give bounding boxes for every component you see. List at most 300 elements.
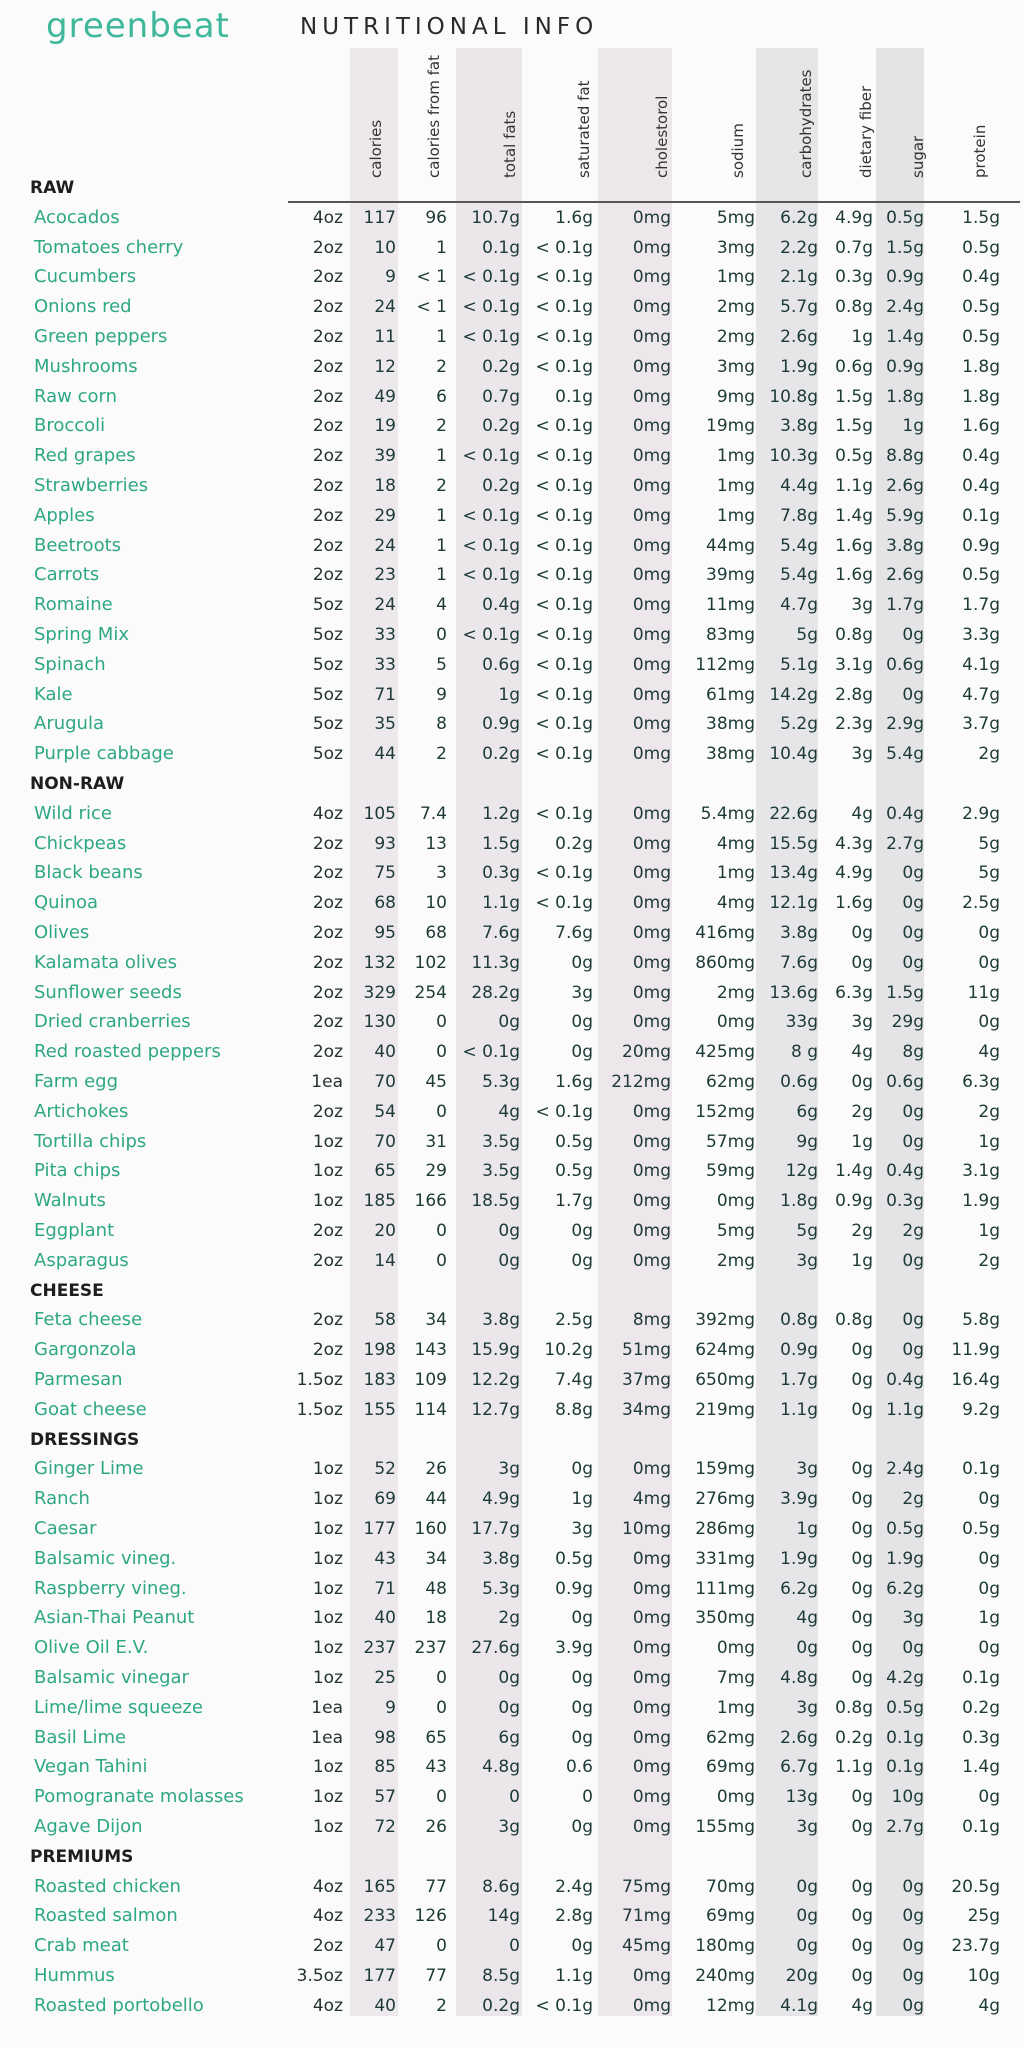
- value-cell: 14: [374, 1251, 396, 1271]
- value-cell: 0g: [978, 1787, 1000, 1807]
- value-cell: 0g: [851, 923, 873, 943]
- value-cell: 0mg: [632, 1996, 671, 2016]
- value-cell: 0mg: [632, 1012, 671, 1032]
- value-cell: 177: [363, 1519, 396, 1539]
- table-row: [0, 1157, 1024, 1185]
- value-cell: 350mg: [695, 1608, 755, 1628]
- value-cell: 0g: [902, 953, 924, 973]
- food-name: Wild rice: [34, 803, 112, 824]
- value-cell: 0mg: [632, 267, 671, 287]
- value-cell: 0g: [571, 1698, 593, 1718]
- value-cell: 5.4g: [780, 565, 818, 585]
- value-cell: 0mg: [632, 1757, 671, 1777]
- value-cell: 2g: [978, 1251, 1000, 1271]
- value-cell: 0mg: [632, 1608, 671, 1628]
- value-cell: 0g: [902, 685, 924, 705]
- portion-cell: 2oz: [312, 983, 343, 1003]
- value-cell: 3mg: [716, 357, 755, 377]
- value-cell: 57: [374, 1787, 396, 1807]
- value-cell: 0mg: [632, 863, 671, 883]
- value-cell: < 0.1g: [535, 416, 593, 436]
- value-cell: < 0.1g: [535, 744, 593, 764]
- table-row: [0, 1068, 1024, 1096]
- food-name: Onions red: [34, 296, 132, 317]
- portion-cell: 2oz: [312, 476, 343, 496]
- portion-cell: 2oz: [312, 923, 343, 943]
- value-cell: 9g: [796, 1132, 818, 1152]
- food-name: Roasted salmon: [34, 1905, 178, 1926]
- value-cell: 1mg: [716, 446, 755, 466]
- value-cell: 5.3g: [482, 1579, 520, 1599]
- value-cell: 49: [374, 387, 396, 407]
- table-row: [0, 740, 1024, 768]
- value-cell: 1: [436, 565, 447, 585]
- value-cell: 0g: [796, 1877, 818, 1897]
- value-cell: 35: [374, 714, 396, 734]
- value-cell: 0.1g: [962, 506, 1000, 526]
- value-cell: 276mg: [695, 1489, 755, 1509]
- value-cell: 4.2g: [886, 1668, 924, 1688]
- food-name: Artichokes: [34, 1101, 129, 1122]
- column-header-cholestorol: cholestorol: [653, 95, 671, 178]
- food-name: Crab meat: [34, 1935, 129, 1956]
- value-cell: 0mg: [632, 536, 671, 556]
- value-cell: 3g: [796, 1251, 818, 1271]
- food-name: Pomogranate molasses: [34, 1786, 244, 1807]
- food-name: Ginger Lime: [34, 1458, 144, 1479]
- value-cell: 0g: [796, 1638, 818, 1658]
- table-row: [0, 1008, 1024, 1036]
- value-cell: 0: [436, 1221, 447, 1241]
- value-cell: 5.7g: [780, 297, 818, 317]
- value-cell: 0: [436, 1042, 447, 1062]
- value-cell: 7.6g: [780, 953, 818, 973]
- value-cell: 0mg: [632, 1668, 671, 1688]
- column-header-saturated-fat: saturated fat: [575, 80, 593, 178]
- value-cell: 0mg: [716, 1191, 755, 1211]
- value-cell: 1g: [902, 416, 924, 436]
- value-cell: 331mg: [695, 1549, 755, 1569]
- value-cell: 44: [374, 744, 396, 764]
- table-row: [0, 651, 1024, 679]
- portion-cell: 1oz: [312, 1608, 343, 1628]
- value-cell: 0mg: [716, 1012, 755, 1032]
- portion-cell: 4oz: [312, 1996, 343, 2016]
- section-heading: NON-RAW: [30, 774, 125, 794]
- value-cell: 20mg: [622, 1042, 671, 1062]
- value-cell: 0.5g: [835, 446, 873, 466]
- value-cell: 0g: [902, 923, 924, 943]
- food-name: Strawberries: [34, 475, 149, 496]
- value-cell: 0: [436, 1668, 447, 1688]
- value-cell: 0.2g: [555, 834, 593, 854]
- value-cell: 185: [363, 1191, 396, 1211]
- value-cell: 3.8g: [780, 923, 818, 943]
- column-header-sodium: sodium: [729, 123, 747, 178]
- value-cell: 3g: [796, 1817, 818, 1837]
- value-cell: 4.8g: [482, 1757, 520, 1777]
- column-header-calories-from-fat: calories from fat: [425, 55, 443, 178]
- value-cell: 8g: [902, 1042, 924, 1062]
- value-cell: 1.5g: [962, 208, 1000, 228]
- food-name: Olives: [34, 922, 90, 943]
- value-cell: 0.3g: [835, 267, 873, 287]
- value-cell: 0.7g: [835, 238, 873, 258]
- value-cell: 1.7g: [780, 1370, 818, 1390]
- value-cell: 0.5g: [962, 1519, 1000, 1539]
- value-cell: 10.3g: [769, 446, 818, 466]
- value-cell: 1mg: [716, 267, 755, 287]
- value-cell: 18.5g: [471, 1191, 520, 1211]
- value-cell: 0mg: [632, 744, 671, 764]
- portion-cell: 5oz: [312, 595, 343, 615]
- value-cell: 0g: [571, 1012, 593, 1032]
- value-cell: 0.3g: [962, 1728, 1000, 1748]
- value-cell: 0g: [902, 1132, 924, 1152]
- value-cell: 4g: [978, 1042, 1000, 1062]
- value-cell: 77: [425, 1966, 447, 1986]
- value-cell: 6.2g: [780, 1579, 818, 1599]
- value-cell: 18: [374, 476, 396, 496]
- value-cell: 0.6g: [780, 1072, 818, 1092]
- value-cell: 69mg: [706, 1757, 755, 1777]
- portion-cell: 2oz: [312, 357, 343, 377]
- value-cell: 0mg: [632, 476, 671, 496]
- value-cell: 6: [436, 387, 447, 407]
- value-cell: 45mg: [622, 1936, 671, 1956]
- value-cell: 2: [436, 1996, 447, 2016]
- value-cell: 3.8g: [780, 416, 818, 436]
- food-name: Caesar: [34, 1518, 97, 1539]
- value-cell: 10: [425, 893, 447, 913]
- value-cell: 212mg: [611, 1072, 671, 1092]
- value-cell: 1g: [851, 1251, 873, 1271]
- value-cell: 9: [385, 267, 396, 287]
- value-cell: 0: [436, 1698, 447, 1718]
- value-cell: 0g: [851, 1877, 873, 1897]
- value-cell: 5g: [796, 625, 818, 645]
- value-cell: 5g: [978, 863, 1000, 883]
- value-cell: 0.4g: [962, 267, 1000, 287]
- value-cell: 650mg: [695, 1370, 755, 1390]
- portion-cell: 2oz: [312, 834, 343, 854]
- value-cell: 2.6g: [886, 476, 924, 496]
- value-cell: 3.7g: [962, 714, 1000, 734]
- value-cell: 5g: [978, 834, 1000, 854]
- value-cell: 0g: [851, 1579, 873, 1599]
- value-cell: 27.6g: [471, 1638, 520, 1658]
- value-cell: 117: [363, 208, 396, 228]
- value-cell: 13g: [785, 1787, 818, 1807]
- food-name: Asian-Thai Peanut: [34, 1607, 195, 1628]
- value-cell: 2g: [851, 1221, 873, 1241]
- table-row: [0, 1098, 1024, 1126]
- table-row: [0, 1962, 1024, 1990]
- portion-cell: 4oz: [312, 804, 343, 824]
- value-cell: 233: [363, 1906, 396, 1926]
- value-cell: 12.2g: [471, 1370, 520, 1390]
- value-cell: 1mg: [716, 506, 755, 526]
- value-cell: 58: [374, 1310, 396, 1330]
- value-cell: 3.8g: [482, 1549, 520, 1569]
- table-row: [0, 1455, 1024, 1483]
- value-cell: 0: [509, 1787, 520, 1807]
- value-cell: 14g: [487, 1906, 520, 1926]
- value-cell: 109: [414, 1370, 447, 1390]
- food-name: Goat cheese: [34, 1399, 147, 1420]
- value-cell: 0g: [571, 1608, 593, 1628]
- value-cell: < 1: [416, 267, 447, 287]
- value-cell: 4.4g: [780, 476, 818, 496]
- value-cell: 23: [374, 565, 396, 585]
- food-name: Farm egg: [34, 1071, 118, 1092]
- value-cell: 11: [374, 327, 396, 347]
- value-cell: 0g: [571, 1221, 593, 1241]
- value-cell: 43: [425, 1757, 447, 1777]
- portion-cell: 2oz: [312, 536, 343, 556]
- value-cell: 1.7g: [962, 595, 1000, 615]
- value-cell: 5.1g: [780, 655, 818, 675]
- value-cell: 1.1g: [780, 1400, 818, 1420]
- value-cell: 1.1g: [482, 893, 520, 913]
- table-row: [0, 1664, 1024, 1692]
- value-cell: < 0.1g: [462, 297, 520, 317]
- value-cell: 0.1g: [555, 387, 593, 407]
- value-cell: 2.3g: [835, 714, 873, 734]
- value-cell: 0.7g: [482, 387, 520, 407]
- value-cell: 13.4g: [769, 863, 818, 883]
- table-row: [0, 204, 1024, 232]
- value-cell: 7.6g: [555, 923, 593, 943]
- value-cell: 0g: [851, 1787, 873, 1807]
- value-cell: 0.8g: [835, 1698, 873, 1718]
- value-cell: 392mg: [695, 1310, 755, 1330]
- value-cell: 177: [363, 1966, 396, 1986]
- food-name: Arugula: [34, 713, 104, 734]
- value-cell: 0mg: [632, 923, 671, 943]
- value-cell: 12mg: [706, 1996, 755, 2016]
- value-cell: 160: [414, 1519, 447, 1539]
- value-cell: 4g: [851, 1042, 873, 1062]
- table-row: [0, 800, 1024, 828]
- value-cell: 0mg: [632, 506, 671, 526]
- section-heading: CHEESE: [30, 1281, 104, 1301]
- portion-cell: 1oz: [312, 1489, 343, 1509]
- portion-cell: 4oz: [312, 1877, 343, 1897]
- table-row: [0, 234, 1024, 262]
- value-cell: 39mg: [706, 565, 755, 585]
- value-cell: 0.5g: [555, 1161, 593, 1181]
- value-cell: 0g: [902, 1251, 924, 1271]
- food-name: Raspberry vineg.: [34, 1578, 187, 1599]
- value-cell: 3: [436, 863, 447, 883]
- value-cell: 15.9g: [471, 1340, 520, 1360]
- value-cell: 2mg: [716, 297, 755, 317]
- value-cell: 2mg: [716, 1251, 755, 1271]
- value-cell: 0g: [902, 1340, 924, 1360]
- column-header-dietary-fiber: dietary fiber: [857, 85, 875, 178]
- value-cell: 12.7g: [471, 1400, 520, 1420]
- portion-cell: 2oz: [312, 267, 343, 287]
- value-cell: 0mg: [632, 953, 671, 973]
- portion-cell: 5oz: [312, 714, 343, 734]
- portion-cell: 4oz: [312, 208, 343, 228]
- value-cell: < 0.1g: [535, 595, 593, 615]
- value-cell: 3.3g: [962, 625, 1000, 645]
- portion-cell: 2oz: [312, 1936, 343, 1956]
- value-cell: 219mg: [695, 1400, 755, 1420]
- value-cell: 0.5g: [886, 208, 924, 228]
- value-cell: 1.6g: [555, 1072, 593, 1092]
- value-cell: 0g: [851, 1906, 873, 1926]
- value-cell: 13.6g: [769, 983, 818, 1003]
- value-cell: 0g: [851, 1400, 873, 1420]
- value-cell: 0.2g: [835, 1728, 873, 1748]
- value-cell: 3.8g: [482, 1310, 520, 1330]
- column-header-carbohydrates: carbohydrates: [797, 69, 815, 178]
- value-cell: 9mg: [716, 387, 755, 407]
- food-name: Lime/lime squeeze: [34, 1697, 203, 1718]
- value-cell: 2.4g: [886, 297, 924, 317]
- value-cell: 10.8g: [769, 387, 818, 407]
- value-cell: 1.6g: [835, 565, 873, 585]
- value-cell: < 0.1g: [535, 267, 593, 287]
- value-cell: < 0.1g: [535, 446, 593, 466]
- value-cell: 25: [374, 1668, 396, 1688]
- value-cell: 95: [374, 923, 396, 943]
- food-name: Roasted chicken: [34, 1876, 181, 1897]
- value-cell: 71mg: [622, 1906, 671, 1926]
- portion-cell: 2oz: [312, 387, 343, 407]
- value-cell: 112mg: [695, 655, 755, 675]
- value-cell: 10.4g: [769, 744, 818, 764]
- value-cell: 3mg: [716, 238, 755, 258]
- value-cell: 2.6g: [780, 327, 818, 347]
- value-cell: 1.5g: [835, 387, 873, 407]
- value-cell: 6.3g: [962, 1072, 1000, 1092]
- value-cell: 111mg: [695, 1579, 755, 1599]
- value-cell: 6.3g: [835, 983, 873, 1003]
- value-cell: 0mg: [716, 1787, 755, 1807]
- value-cell: 11mg: [706, 595, 755, 615]
- value-cell: 0.6g: [886, 1072, 924, 1092]
- value-cell: 329: [363, 983, 396, 1003]
- value-cell: 40: [374, 1042, 396, 1062]
- value-cell: 237: [414, 1638, 447, 1658]
- value-cell: 1.6g: [835, 536, 873, 556]
- value-cell: 5.4mg: [700, 804, 755, 824]
- value-cell: 0: [436, 1102, 447, 1122]
- value-cell: 2.1g: [780, 267, 818, 287]
- food-name: Tomatoes cherry: [34, 237, 184, 258]
- value-cell: 0.4g: [886, 1161, 924, 1181]
- value-cell: 0g: [498, 1251, 520, 1271]
- value-cell: 3g: [571, 983, 593, 1003]
- value-cell: 0g: [851, 1072, 873, 1092]
- column-header-protein: protein: [971, 124, 989, 178]
- table-row: [0, 889, 1024, 917]
- value-cell: 4.3g: [835, 834, 873, 854]
- value-cell: 4.7g: [962, 685, 1000, 705]
- section-heading: DRESSINGS: [30, 1430, 140, 1450]
- value-cell: 24: [374, 536, 396, 556]
- table-row: [0, 681, 1024, 709]
- value-cell: 2.5g: [555, 1310, 593, 1330]
- value-cell: 1.8g: [962, 387, 1000, 407]
- value-cell: < 0.1g: [535, 1102, 593, 1122]
- value-cell: 26: [425, 1459, 447, 1479]
- table-row: [0, 1247, 1024, 1275]
- value-cell: 0g: [851, 1549, 873, 1569]
- value-cell: 4.9g: [482, 1489, 520, 1509]
- value-cell: 2.9g: [962, 804, 1000, 824]
- value-cell: 0g: [571, 1668, 593, 1688]
- value-cell: < 0.1g: [535, 357, 593, 377]
- value-cell: 29g: [891, 1012, 924, 1032]
- value-cell: 0.4g: [886, 1370, 924, 1390]
- value-cell: 1.6g: [962, 416, 1000, 436]
- value-cell: 7.4g: [555, 1370, 593, 1390]
- value-cell: 0g: [851, 1459, 873, 1479]
- value-cell: 0g: [978, 1489, 1000, 1509]
- value-cell: 1g: [571, 1489, 593, 1509]
- food-name: Kale: [34, 684, 73, 705]
- value-cell: < 0.1g: [462, 565, 520, 585]
- value-cell: 75: [374, 863, 396, 883]
- header-rule: [288, 201, 1020, 203]
- value-cell: 6.2g: [886, 1579, 924, 1599]
- value-cell: 2.8g: [835, 685, 873, 705]
- value-cell: 2.7g: [886, 1817, 924, 1837]
- value-cell: 1.5g: [482, 834, 520, 854]
- value-cell: 0mg: [632, 804, 671, 824]
- value-cell: 0mg: [632, 1459, 671, 1479]
- portion-cell: 2oz: [312, 506, 343, 526]
- value-cell: 1.7g: [886, 595, 924, 615]
- value-cell: < 0.1g: [462, 506, 520, 526]
- value-cell: 1.4g: [962, 1757, 1000, 1777]
- food-name: Spinach: [34, 654, 106, 675]
- value-cell: 1g: [851, 327, 873, 347]
- food-name: Roasted portobello: [34, 1995, 204, 2016]
- food-name: Romaine: [34, 594, 113, 615]
- value-cell: 1g: [796, 1519, 818, 1539]
- food-name: Spring Mix: [34, 624, 129, 645]
- value-cell: 0.5g: [962, 565, 1000, 585]
- value-cell: 77: [425, 1877, 447, 1897]
- value-cell: < 0.1g: [535, 565, 593, 585]
- value-cell: 3.8g: [886, 536, 924, 556]
- value-cell: 0.9g: [886, 267, 924, 287]
- value-cell: 0g: [571, 1459, 593, 1479]
- value-cell: 4.9g: [835, 208, 873, 228]
- value-cell: 0mg: [632, 1817, 671, 1837]
- value-cell: 0mg: [632, 1579, 671, 1599]
- value-cell: 1.6g: [835, 893, 873, 913]
- value-cell: < 1: [416, 297, 447, 317]
- table-row: [0, 383, 1024, 411]
- value-cell: 0.5g: [962, 297, 1000, 317]
- table-row: [0, 263, 1024, 291]
- food-name: Hummus: [34, 1965, 115, 1986]
- portion-cell: 1oz: [312, 1579, 343, 1599]
- table-row: [0, 1575, 1024, 1603]
- value-cell: < 0.1g: [535, 804, 593, 824]
- value-cell: 4g: [851, 1996, 873, 2016]
- value-cell: 31: [425, 1132, 447, 1152]
- value-cell: 0.2g: [482, 744, 520, 764]
- portion-cell: 2oz: [312, 1012, 343, 1032]
